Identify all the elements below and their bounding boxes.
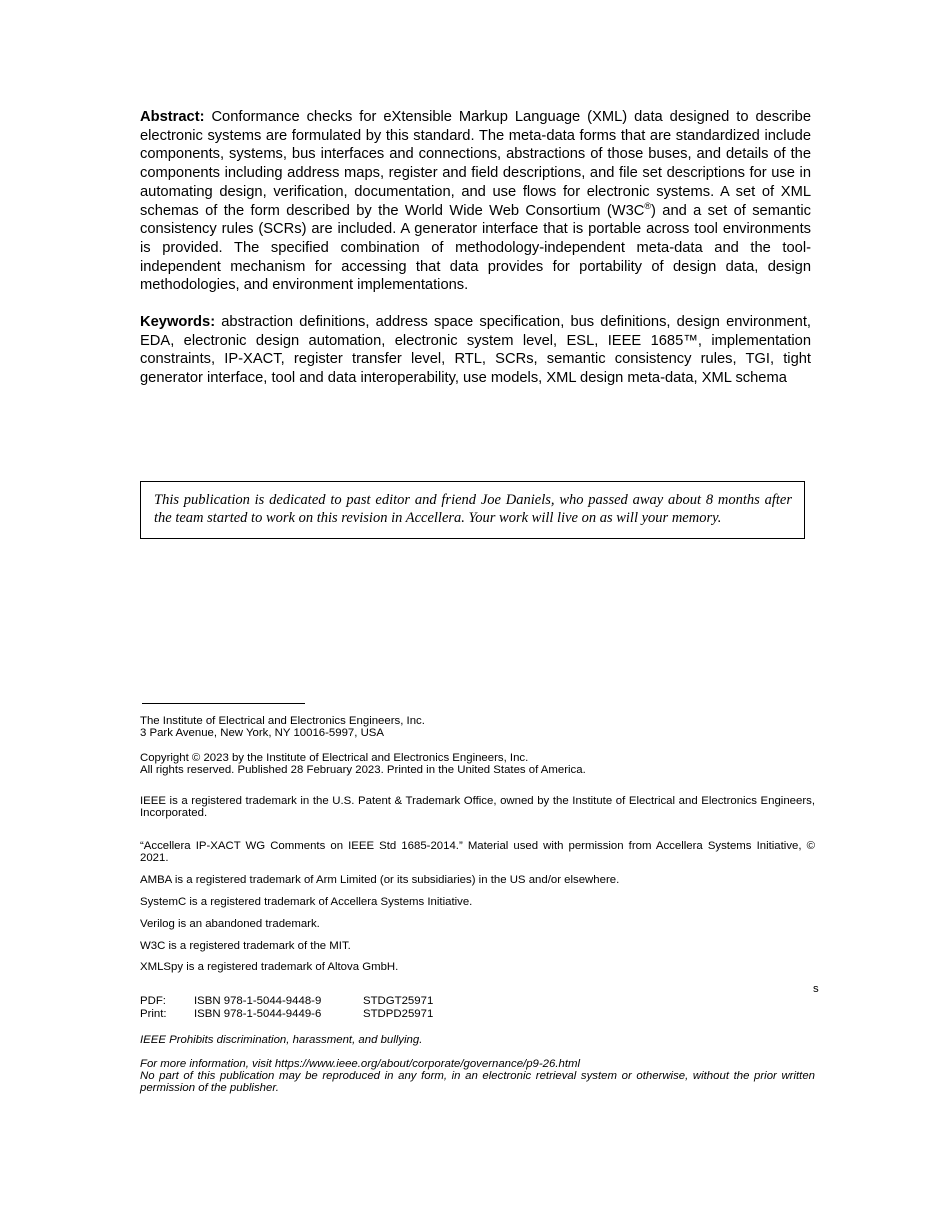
abstract-text-part1: Conformance checks for eXtensible Markup Language (XML) data designed to describe electronic systems are formulated by this standard. The meta-data forms that are standardized include components, systems, bus interfaces and connections, abstractions of those buses, and details of the components including address maps, register and field descriptions, and file set descriptions for use in automating design, verification, documentation, and use flows for electronic systems. A set of XML schemas of the form described by the World Wide Web Consortium (W3C <box>140 109 811 219</box>
harassment-notice: IEEE Prohibits discrimination, harassment, and bullying. <box>140 1034 423 1046</box>
w3c-trademark-notice: W3C is a registered trademark of the MIT. <box>140 940 351 952</box>
dedication-text: This publication is dedicated to past editor and friend Joe Daniels, who passed away about 8 months after the team started to work on this revision in Accellera. Your work will live on as will your memory. <box>154 492 792 526</box>
isbn-number: ISBN 978-1-5044-9449-6 <box>194 1008 322 1020</box>
isbn-stock-code: STDPD25971 <box>363 1008 434 1020</box>
footnote-divider <box>142 703 305 704</box>
abstract-label: Abstract: <box>140 109 205 125</box>
xmlspy-trademark-notice: XMLSpy is a registered trademark of Altova GmbH. <box>140 961 399 973</box>
copyright-line: Copyright © 2023 by the Institute of Electrical and Electronics Engineers, Inc. <box>140 752 529 764</box>
keywords-text: abstraction definitions, address space specification, bus definitions, design environment, EDA, electronic design automation, electronic system level, ESL, IEEE 1685™, implementation constraints, IP-XACT, register transfer level, RTL, SCRs, semantic consistency rules, TGI, tight generator interface, tool and data interoperability, use models, XML design meta-data, XML schema <box>140 314 811 387</box>
registered-mark: ® <box>644 200 652 211</box>
accellera-permission-notice: “Accellera IP-XACT WG Comments on IEEE Std 1685-2014.” Material used with permission from Accellera Systems Initiative, © 2021. <box>140 840 815 865</box>
ieee-trademark-notice: IEEE is a registered trademark in the U.S. Patent & Trademark Office, owned by the Institute of Electrical and Electronics Engineers, Incorporated. <box>140 795 815 820</box>
isbn-number: ISBN 978-1-5044-9448-9 <box>194 995 322 1007</box>
systemc-trademark-notice: SystemC is a registered trademark of Accellera Systems Initiative. <box>140 896 473 908</box>
abstract-section <box>140 108 811 295</box>
dedication-box <box>140 481 805 539</box>
rights-line: All rights reserved. Published 28 February 2023. Printed in the United States of America. <box>140 764 586 776</box>
isbn-stock-code: STDGT25971 <box>363 995 434 1007</box>
verilog-trademark-notice: Verilog is an abandoned trademark. <box>140 918 320 930</box>
keywords-section <box>140 313 811 388</box>
isbn-format-label: Print: <box>140 1008 167 1020</box>
keywords-label: Keywords: <box>140 314 216 330</box>
more-info-notice: For more information, visit https://www.ieee.org/about/corporate/governance/p9-26.html <box>140 1058 581 1070</box>
keywords-paragraph <box>140 313 811 388</box>
publisher-name: The Institute of Electrical and Electronics Engineers, Inc. <box>140 715 425 727</box>
stray-mark: s <box>813 983 819 995</box>
abstract-paragraph <box>140 108 811 295</box>
abstract-text-part2: ) and a set of semantic consistency rules (SCRs) are included. A generator interface that is portable across tool environments is provided. The specified combination of methodology-independent meta-data and the tool-independent mechanism for accessing that data provides for portability of design data, design methodologies, and environment implementations. <box>140 202 811 294</box>
reproduction-notice: No part of this publication may be reproduced in any form, in an electronic retrieval system or otherwise, without the prior written permission of the publisher. <box>140 1070 815 1095</box>
isbn-format-label: PDF: <box>140 995 166 1007</box>
amba-trademark-notice: AMBA is a registered trademark of Arm Limited (or its subsidiaries) in the US and/or elsewhere. <box>140 874 620 886</box>
publisher-address: 3 Park Avenue, New York, NY 10016-5997, USA <box>140 727 385 739</box>
